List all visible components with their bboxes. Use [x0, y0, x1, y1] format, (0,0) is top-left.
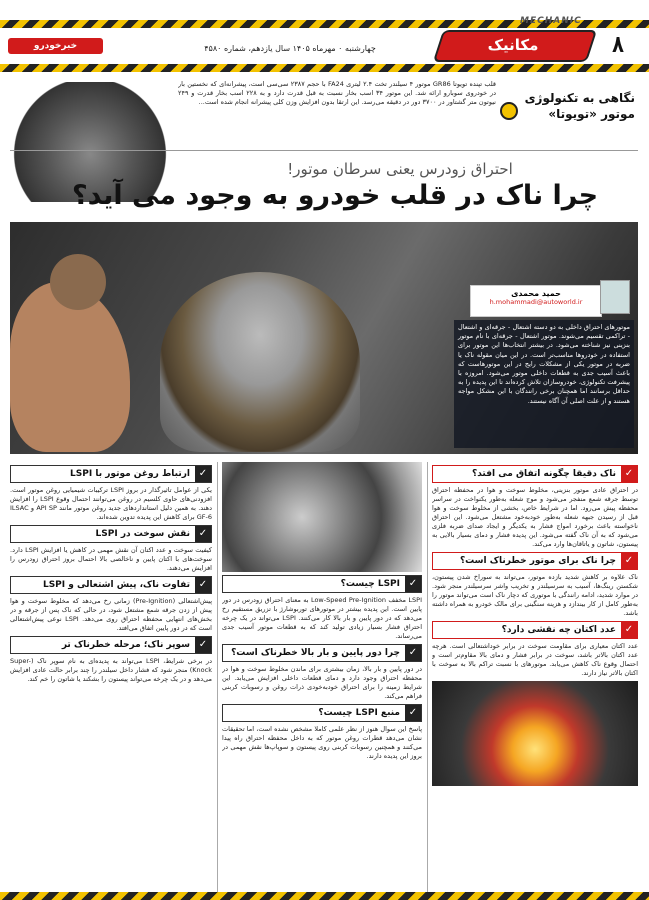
section-heading-text: نقش سوخت در LSPI — [95, 528, 190, 539]
paragraph: در احتراق عادی موتور بنزینی، مخلوط سوخت و هوا در محفظه احتراق توسط جرقه شمع منفجر می‌شود و موج شعله به‌طور یکنواخت در سراسر محفظه پیش می‌رود. اما در شرایط خاص، بخشی از مخلوط سوخت و هوا قبل از رسیدن جبهه شعله به‌طور خودبه‌خود مشتعل می‌شود. این احتراق ناخواسته باعث برخورد امواج فشار به یکدیگر و ایجاد صدای ضربه فلزی می‌شود که به آن ناک گفته می‌شود. این پدیده فشار و دمای بسیار بالایی به پیستون، شاتون و یاتاقان‌ها وارد می‌کند. — [432, 486, 638, 548]
footer-hazard-stripe — [0, 892, 649, 900]
engine-cutaway-image — [222, 462, 422, 572]
finger-shape — [50, 254, 106, 310]
damaged-piston-shape — [160, 272, 360, 452]
check-icon: ✓ — [405, 645, 421, 661]
author-card — [470, 285, 602, 317]
check-icon: ✓ — [405, 576, 421, 592]
issue-meta: چهارشنبه ۰ مهرماه ۱۴۰۵ سال یازدهم، شماره ۴۵۸۰ — [204, 44, 376, 53]
paragraph: عدد اکتان معیاری برای مقاومت سوخت در برابر خوداشتعالی است. هرچه عدد اکتان بالاتر باشد، سوخت در برابر فشار و دمای بالا مقاوم‌تر است و احتمال وقوع ناک کاهش می‌یابد. موتورهای با نسبت تراکم بالا به سوخت با اکتان بالاتر نیاز دارند. — [432, 642, 638, 677]
author-avatar — [600, 280, 630, 314]
column-divider — [427, 462, 428, 892]
section-heading — [432, 621, 638, 639]
teaser-heading: نگاهی به تکنولوژی موتور «تویوتا» — [524, 91, 635, 121]
check-icon: ✓ — [195, 526, 211, 542]
header-hazard-stripe — [0, 64, 649, 72]
author-name: حمید محمدی — [511, 289, 561, 298]
check-icon: ✓ — [621, 553, 637, 569]
section-heading — [222, 644, 422, 662]
paragraph: پاسخ این سوال هنوز از نظر علمی کاملا مشخص نشده است، اما تحقیقات نشان می‌دهد قطرات روغن موتور که به داخل محفظه احتراق راه پیدا می‌کنند و همچنین رسوبات کربنی روی پیستون و سوپاپ‌ها نقش مهمی در بروز این پدیده دارند. — [222, 725, 422, 760]
section-heading-text: سوپر ناک؛ مرحله خطرناک تر — [61, 639, 190, 650]
paragraph: یکی از عوامل تاثیرگذار در بروز LSPI ترکیبات شیمیایی روغن موتور است. افزودنی‌های حاوی کلسیم در روغن می‌توانند احتمال وقوع LSPI را افزایش دهند. به همین دلیل استانداردهای جدید روغن موتور مانند API SP و ILSAC GF-6 برای کاهش این پدیده تدوین شده‌اند. — [10, 486, 212, 521]
check-icon: ✓ — [195, 577, 211, 593]
page-number: ۸ — [611, 33, 625, 58]
section-heading — [222, 575, 422, 593]
paragraph: کیفیت سوخت و عدد اکتان آن نقش مهمی در کاهش یا افزایش LSPI دارد. سوخت‌های با اکتان پایین و ناخالصی بالا احتمال بروز احتراق زودرس را افزایش می‌دهند. — [10, 546, 212, 572]
paragraph: در دور پایین و بار بالا، زمان بیشتری برای ماندن مخلوط سوخت و هوا در محفظه احتراق وجود دارد و دمای قطعات داخلی افزایش می‌یابد. این شرایط زمینه را برای احتراق خودبه‌خودی ذرات روغن و رسوبات کربنی فراهم می‌کند. — [222, 665, 422, 700]
teaser-text: قلب تپنده تویوتا GR86 موتور ۴ سیلندر تخت ۲.۴ لیتری FA24 با حجم ۲۳۸۷ سی‌سی است، پیشرانه‌ای که نخستین بار در خودروی سوبارو ارائه شد. این موتور ۳۴ اسب بخار نسبت به قبل قدرت دارد و به ۲۲۸ اسب بخار قدرت و ۲۴۹ نیوتون متر گشتاور در ۳۷۰۰ دور در دقیقه می‌رسد. این ارتقا بدون افزایش وزن کلی پیشرانه انجام شده است... — [178, 80, 496, 106]
combustion-flame-image — [432, 681, 638, 786]
article-subtitle: احتراق زودرس یعنی سرطان موتور! — [287, 160, 513, 178]
publication-logo: خبرخودرو — [8, 38, 103, 54]
check-icon: ✓ — [195, 466, 211, 482]
article-title: چرا ناک در قلب خودرو به وجود می آید؟ — [71, 180, 599, 211]
section-heading-text: چرا ناک برای موتور خطرناک است؟ — [459, 555, 616, 566]
paragraph: LSPI مخفف Low-Speed Pre-Ignition به معنای احتراق زودرس در دور پایین است. این پدیده بیشتر در موتورهای توربوشارژ با تزریق مستقیم رخ می‌دهد که در دور پایین و بار بالا کار می‌کنند. LSPI می‌تواند در یک چرخه احتراق فشار بسیار زیادی تولید کند که به قطعات موتور آسیب جدی می‌رساند. — [222, 596, 422, 640]
paragraph: ناک علاوه بر کاهش شدید بازده موتور، می‌تواند به سوراخ شدن پیستون، شکستن رینگ‌ها، آسیب به سرسیلندر و تخریب واشر سرسیلندر منجر شود. در موارد شدید، ادامه رانندگی با موتوری که دچار ناک است می‌تواند موتور را به‌طور کامل از کار بیندازد و هزینه سنگینی برای مالک خودرو به همراه داشته باشد. — [432, 573, 638, 617]
section-heading — [432, 465, 638, 483]
paragraph: پیش‌اشتعالی (Pre-Ignition) زمانی رخ می‌دهد که مخلوط سوخت و هوا پیش از زدن جرقه شمع مشتعل شود، در حالی که ناک پس از جرقه و در بخش‌های انتهایی محفظه احتراق روی می‌دهد. LSPI نوعی پیش‌اشتعالی است که در دور پایین اتفاق می‌افتد. — [10, 597, 212, 632]
section-heading-text: منبع LSPI چیست؟ — [318, 707, 400, 718]
section-heading — [10, 636, 212, 654]
article-intro: موتورهای احتراق داخلی به دو دسته اشتعال - جرقه‌ای و اشتعال - تراکمی تقسیم می‌شوند. موتور اشتعال - جرقه‌ای با نام موتور بنزینی نیز شناخته می‌شود. در بیشتر انتخاب‌ها این موتور برای استفاده در خودروها مناسب‌تر است. در این میان مقوله ناک یا ضربه در موتور یکی از مشکلات رایج در این موتورهاست که باعث آسیب جدی به قطعات داخلی موتور می‌شود. امروزه با پیشرفت تکنولوژی، خودروسازان تلاش کرده‌اند تا این پدیده را به حداقل برسانند اما همچنان برخی رانندگان با این مشکل مواجه هستند و از علت اصلی آن آگاه نیستند. — [454, 320, 634, 448]
section-brand-latin: MECHANIC — [520, 16, 582, 26]
section-heading-text: ارتباط روغن موتور با LSPI — [70, 468, 190, 479]
section-title: مکانیک — [487, 36, 539, 54]
check-icon: ✓ — [621, 622, 637, 638]
section-heading-text: LSPI چیست؟ — [340, 578, 400, 589]
section-heading-text: عدد اکتان چه نقشی دارد؟ — [501, 624, 616, 635]
check-icon: ✓ — [405, 705, 421, 721]
section-heading — [10, 576, 212, 594]
column-left — [10, 462, 212, 892]
check-icon: ✓ — [195, 637, 211, 653]
section-heading-text: تفاوت ناک، پیش اشتعالی و LSPI — [42, 579, 190, 590]
author-email: h.mohammadi@autoworld.ir — [489, 298, 583, 306]
section-heading — [10, 525, 212, 543]
column-right — [432, 462, 638, 892]
check-icon: ✓ — [621, 466, 637, 482]
section-heading-text: ناک دقیقا چگونه اتفاق می افتد؟ — [472, 468, 616, 479]
column-middle — [222, 462, 422, 892]
column-divider — [217, 462, 218, 892]
paragraph: در برخی شرایط، LSPI می‌تواند به پدیده‌ای به نام سوپر ناک (Super-Knock) منجر شود که فشار داخل سیلندر را چند برابر حالت عادی افزایش می‌دهد و در یک چرخه می‌تواند پیستون را بشکند یا شاتون را خم کند. — [10, 657, 212, 683]
divider — [10, 150, 638, 151]
section-heading — [432, 552, 638, 570]
section-heading — [222, 704, 422, 722]
section-heading — [10, 465, 212, 483]
section-heading-text: چرا دور پایین و بار بالا خطرناک است؟ — [231, 647, 400, 658]
